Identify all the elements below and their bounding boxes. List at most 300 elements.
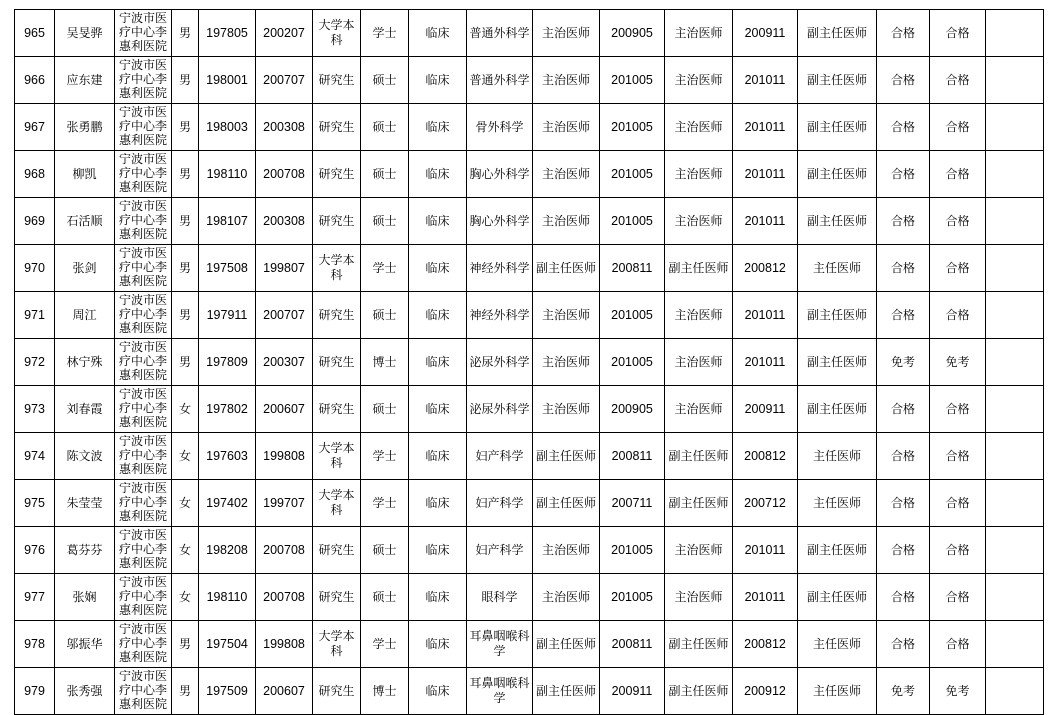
row-number-cell: 974 [15, 433, 55, 480]
work-unit-cell [115, 292, 172, 339]
exam-result-1-cell: 免考 [877, 668, 930, 715]
graduation-date-cell: 200607 [256, 386, 313, 433]
work-unit-cell [115, 621, 172, 668]
birth-date-cell: 197504 [199, 621, 256, 668]
exam-result-1-cell: 合格 [877, 386, 930, 433]
title-obtained-date-cell: 201005 [600, 574, 665, 621]
specialty-cell: 胸心外科学 [467, 198, 533, 245]
birth-date-cell: 198110 [199, 574, 256, 621]
degree-cell: 学士 [361, 245, 409, 292]
current-title-cell: 主治医师 [533, 10, 600, 57]
work-unit-cell [115, 57, 172, 104]
exam-result-2-cell: 免考 [930, 668, 986, 715]
exam-result-1-cell: 合格 [877, 527, 930, 574]
graduation-date-cell: 200307 [256, 339, 313, 386]
specialty-cell: 眼科学 [467, 574, 533, 621]
remarks-cell [986, 57, 1044, 104]
name-cell: 应东建 [55, 57, 115, 104]
candidate-table [14, 9, 1044, 715]
table-row [15, 10, 1044, 57]
work-unit-text: 宁波市医疗中心李惠利医院 [118, 11, 167, 53]
education-cell: 大学本科 [313, 433, 361, 480]
education-cell: 研究生 [313, 574, 361, 621]
remarks-cell [986, 339, 1044, 386]
position-hired-date-cell: 200912 [733, 668, 798, 715]
work-unit-cell [115, 480, 172, 527]
position-hired-date-cell: 201011 [733, 104, 798, 151]
table-row [15, 151, 1044, 198]
category-cell: 临床 [409, 433, 467, 480]
title-obtained-date-cell: 200711 [600, 480, 665, 527]
graduation-date-cell: 199707 [256, 480, 313, 527]
exam-result-1-cell: 合格 [877, 480, 930, 527]
education-cell: 研究生 [313, 151, 361, 198]
name-cell: 葛芬芬 [55, 527, 115, 574]
applied-title-cell: 主任医师 [798, 245, 877, 292]
position-hired-date-cell: 201011 [733, 339, 798, 386]
name-cell: 吴旻骅 [55, 10, 115, 57]
birth-date-cell: 197603 [199, 433, 256, 480]
exam-result-1-cell: 合格 [877, 198, 930, 245]
category-cell: 临床 [409, 480, 467, 527]
position-hired-date-cell: 200911 [733, 386, 798, 433]
category-cell: 临床 [409, 386, 467, 433]
table-row [15, 104, 1044, 151]
position-hired-date-cell: 201011 [733, 292, 798, 339]
name-cell: 石活顺 [55, 198, 115, 245]
graduation-date-cell: 199808 [256, 433, 313, 480]
gender-cell: 男 [172, 245, 199, 292]
name-cell: 朱莹莹 [55, 480, 115, 527]
applied-title-cell: 主任医师 [798, 480, 877, 527]
title-obtained-date-cell: 201005 [600, 57, 665, 104]
remarks-cell [986, 292, 1044, 339]
gender-cell: 男 [172, 151, 199, 198]
work-unit-text: 宁波市医疗中心李惠利医院 [118, 575, 167, 617]
exam-result-1-cell: 合格 [877, 151, 930, 198]
applied-title-cell: 副主任医师 [798, 339, 877, 386]
category-cell: 临床 [409, 57, 467, 104]
current-title-cell: 主治医师 [533, 57, 600, 104]
work-unit-text: 宁波市医疗中心李惠利医院 [118, 105, 167, 147]
birth-date-cell: 197802 [199, 386, 256, 433]
row-number-cell: 975 [15, 480, 55, 527]
degree-cell: 博士 [361, 339, 409, 386]
graduation-date-cell: 200308 [256, 104, 313, 151]
current-title-cell: 副主任医师 [533, 245, 600, 292]
work-unit-cell [115, 151, 172, 198]
degree-cell: 硕士 [361, 574, 409, 621]
birth-date-cell: 197508 [199, 245, 256, 292]
specialty-cell: 泌尿外科学 [467, 339, 533, 386]
gender-cell: 男 [172, 621, 199, 668]
position-hired-date-cell: 200911 [733, 10, 798, 57]
work-unit-text: 宁波市医疗中心李惠利医院 [118, 293, 167, 335]
title-obtained-date-cell: 201005 [600, 292, 665, 339]
degree-cell: 博士 [361, 668, 409, 715]
gender-cell: 男 [172, 339, 199, 386]
current-position-cell: 主治医师 [665, 198, 733, 245]
degree-cell: 硕士 [361, 57, 409, 104]
current-position-cell: 主治医师 [665, 292, 733, 339]
work-unit-text: 宁波市医疗中心李惠利医院 [118, 481, 167, 523]
name-cell: 刘春霞 [55, 386, 115, 433]
name-cell: 柳凯 [55, 151, 115, 198]
gender-cell: 男 [172, 57, 199, 104]
birth-date-cell: 197809 [199, 339, 256, 386]
specialty-cell: 妇产科学 [467, 527, 533, 574]
category-cell: 临床 [409, 527, 467, 574]
current-title-cell: 副主任医师 [533, 480, 600, 527]
table-row [15, 433, 1044, 480]
graduation-date-cell: 200207 [256, 10, 313, 57]
specialty-cell: 胸心外科学 [467, 151, 533, 198]
table-row [15, 245, 1044, 292]
birth-date-cell: 198208 [199, 527, 256, 574]
education-cell: 研究生 [313, 292, 361, 339]
exam-result-2-cell: 合格 [930, 104, 986, 151]
position-hired-date-cell: 201011 [733, 527, 798, 574]
row-number-cell: 971 [15, 292, 55, 339]
education-cell: 大学本科 [313, 480, 361, 527]
birth-date-cell: 197911 [199, 292, 256, 339]
title-obtained-date-cell: 200811 [600, 245, 665, 292]
degree-cell: 硕士 [361, 386, 409, 433]
table-row [15, 292, 1044, 339]
work-unit-cell [115, 198, 172, 245]
degree-cell: 学士 [361, 480, 409, 527]
title-obtained-date-cell: 201005 [600, 151, 665, 198]
degree-cell: 学士 [361, 433, 409, 480]
table-row [15, 527, 1044, 574]
gender-cell: 女 [172, 480, 199, 527]
remarks-cell [986, 245, 1044, 292]
graduation-date-cell: 199808 [256, 621, 313, 668]
specialty-cell: 普通外科学 [467, 57, 533, 104]
specialty-cell: 泌尿外科学 [467, 386, 533, 433]
graduation-date-cell: 200708 [256, 527, 313, 574]
row-number-cell: 970 [15, 245, 55, 292]
applied-title-cell: 主任医师 [798, 433, 877, 480]
exam-result-1-cell: 合格 [877, 433, 930, 480]
position-hired-date-cell: 200812 [733, 245, 798, 292]
current-position-cell: 副主任医师 [665, 433, 733, 480]
degree-cell: 硕士 [361, 104, 409, 151]
specialty-cell: 妇产科学 [467, 480, 533, 527]
work-unit-text: 宁波市医疗中心李惠利医院 [118, 58, 167, 100]
current-title-cell: 主治医师 [533, 574, 600, 621]
current-title-cell: 主治医师 [533, 292, 600, 339]
current-position-cell: 副主任医师 [665, 245, 733, 292]
row-number-cell: 968 [15, 151, 55, 198]
row-number-cell: 967 [15, 104, 55, 151]
exam-result-2-cell: 合格 [930, 292, 986, 339]
exam-result-2-cell: 合格 [930, 574, 986, 621]
education-cell: 研究生 [313, 104, 361, 151]
current-position-cell: 主治医师 [665, 527, 733, 574]
gender-cell: 男 [172, 668, 199, 715]
name-cell: 陈文波 [55, 433, 115, 480]
position-hired-date-cell: 201011 [733, 151, 798, 198]
applied-title-cell: 副主任医师 [798, 104, 877, 151]
title-obtained-date-cell: 200905 [600, 10, 665, 57]
name-cell: 张娴 [55, 574, 115, 621]
remarks-cell [986, 104, 1044, 151]
gender-cell: 女 [172, 527, 199, 574]
current-title-cell: 主治医师 [533, 198, 600, 245]
position-hired-date-cell: 200812 [733, 621, 798, 668]
applied-title-cell: 副主任医师 [798, 386, 877, 433]
name-cell: 周江 [55, 292, 115, 339]
exam-result-1-cell: 合格 [877, 574, 930, 621]
applied-title-cell: 副主任医师 [798, 574, 877, 621]
specialty-cell: 神经外科学 [467, 292, 533, 339]
work-unit-text: 宁波市医疗中心李惠利医院 [118, 528, 167, 570]
applied-title-cell: 副主任医师 [798, 292, 877, 339]
exam-result-2-cell: 合格 [930, 480, 986, 527]
birth-date-cell: 197402 [199, 480, 256, 527]
table-row [15, 621, 1044, 668]
specialty-cell: 骨外科学 [467, 104, 533, 151]
category-cell: 临床 [409, 151, 467, 198]
current-position-cell: 主治医师 [665, 386, 733, 433]
applied-title-cell: 副主任医师 [798, 57, 877, 104]
name-cell: 张剑 [55, 245, 115, 292]
current-position-cell: 主治医师 [665, 104, 733, 151]
education-cell: 大学本科 [313, 621, 361, 668]
graduation-date-cell: 200707 [256, 57, 313, 104]
work-unit-cell [115, 245, 172, 292]
name-cell: 林宁殊 [55, 339, 115, 386]
category-cell: 临床 [409, 574, 467, 621]
category-cell: 临床 [409, 10, 467, 57]
degree-cell: 硕士 [361, 151, 409, 198]
table-row [15, 574, 1044, 621]
graduation-date-cell: 200707 [256, 292, 313, 339]
graduation-date-cell: 200708 [256, 151, 313, 198]
work-unit-text: 宁波市医疗中心李惠利医院 [118, 387, 167, 429]
table-row [15, 386, 1044, 433]
work-unit-text: 宁波市医疗中心李惠利医院 [118, 622, 167, 664]
work-unit-cell [115, 10, 172, 57]
current-title-cell: 主治医师 [533, 104, 600, 151]
position-hired-date-cell: 201011 [733, 198, 798, 245]
applied-title-cell: 主任医师 [798, 668, 877, 715]
work-unit-text: 宁波市医疗中心李惠利医院 [118, 152, 167, 194]
work-unit-cell [115, 668, 172, 715]
current-title-cell: 主治医师 [533, 339, 600, 386]
current-position-cell: 主治医师 [665, 574, 733, 621]
education-cell: 研究生 [313, 57, 361, 104]
table-row [15, 480, 1044, 527]
graduation-date-cell: 200308 [256, 198, 313, 245]
birth-date-cell: 198001 [199, 57, 256, 104]
current-title-cell: 副主任医师 [533, 668, 600, 715]
degree-cell: 硕士 [361, 527, 409, 574]
work-unit-cell [115, 574, 172, 621]
row-number-cell: 973 [15, 386, 55, 433]
row-number-cell: 976 [15, 527, 55, 574]
category-cell: 临床 [409, 668, 467, 715]
remarks-cell [986, 621, 1044, 668]
remarks-cell [986, 10, 1044, 57]
position-hired-date-cell: 201011 [733, 57, 798, 104]
title-obtained-date-cell: 200811 [600, 433, 665, 480]
remarks-cell [986, 480, 1044, 527]
exam-result-1-cell: 合格 [877, 292, 930, 339]
gender-cell: 女 [172, 574, 199, 621]
current-title-cell: 副主任医师 [533, 621, 600, 668]
exam-result-2-cell: 合格 [930, 386, 986, 433]
category-cell: 临床 [409, 621, 467, 668]
specialty-cell: 普通外科学 [467, 10, 533, 57]
work-unit-text: 宁波市医疗中心李惠利医院 [118, 340, 167, 382]
current-title-cell: 副主任医师 [533, 433, 600, 480]
name-cell: 邬振华 [55, 621, 115, 668]
work-unit-text: 宁波市医疗中心李惠利医院 [118, 434, 167, 476]
remarks-cell [986, 151, 1044, 198]
title-obtained-date-cell: 200911 [600, 668, 665, 715]
birth-date-cell: 198110 [199, 151, 256, 198]
exam-result-2-cell: 合格 [930, 198, 986, 245]
exam-result-1-cell: 合格 [877, 245, 930, 292]
birth-date-cell: 197509 [199, 668, 256, 715]
row-number-cell: 966 [15, 57, 55, 104]
gender-cell: 男 [172, 292, 199, 339]
exam-result-1-cell: 合格 [877, 57, 930, 104]
current-title-cell: 主治医师 [533, 151, 600, 198]
applied-title-cell: 副主任医师 [798, 10, 877, 57]
gender-cell: 男 [172, 104, 199, 151]
exam-result-2-cell: 合格 [930, 10, 986, 57]
current-position-cell: 主治医师 [665, 57, 733, 104]
title-obtained-date-cell: 201005 [600, 527, 665, 574]
current-position-cell: 副主任医师 [665, 668, 733, 715]
birth-date-cell: 198107 [199, 198, 256, 245]
table-row [15, 339, 1044, 386]
education-cell: 大学本科 [313, 245, 361, 292]
graduation-date-cell: 200708 [256, 574, 313, 621]
name-cell: 张勇鹏 [55, 104, 115, 151]
category-cell: 临床 [409, 339, 467, 386]
exam-result-2-cell: 合格 [930, 527, 986, 574]
table-row [15, 198, 1044, 245]
current-title-cell: 主治医师 [533, 386, 600, 433]
specialty-cell: 神经外科学 [467, 245, 533, 292]
current-title-cell: 主治医师 [533, 527, 600, 574]
exam-result-2-cell: 免考 [930, 339, 986, 386]
gender-cell: 男 [172, 198, 199, 245]
remarks-cell [986, 386, 1044, 433]
work-unit-text: 宁波市医疗中心李惠利医院 [118, 669, 167, 711]
exam-result-1-cell: 合格 [877, 10, 930, 57]
title-obtained-date-cell: 200811 [600, 621, 665, 668]
position-hired-date-cell: 200712 [733, 480, 798, 527]
exam-result-2-cell: 合格 [930, 433, 986, 480]
current-position-cell: 主治医师 [665, 10, 733, 57]
degree-cell: 学士 [361, 621, 409, 668]
table-row [15, 57, 1044, 104]
applied-title-cell: 主任医师 [798, 621, 877, 668]
row-number-cell: 977 [15, 574, 55, 621]
title-obtained-date-cell: 200905 [600, 386, 665, 433]
birth-date-cell: 197805 [199, 10, 256, 57]
work-unit-cell [115, 339, 172, 386]
graduation-date-cell: 200607 [256, 668, 313, 715]
degree-cell: 硕士 [361, 198, 409, 245]
work-unit-cell [115, 104, 172, 151]
specialty-cell: 耳鼻咽喉科学 [467, 668, 533, 715]
work-unit-cell [115, 527, 172, 574]
work-unit-text: 宁波市医疗中心李惠利医院 [118, 199, 167, 241]
row-number-cell: 965 [15, 10, 55, 57]
work-unit-cell [115, 433, 172, 480]
row-number-cell: 979 [15, 668, 55, 715]
education-cell: 研究生 [313, 339, 361, 386]
specialty-cell: 耳鼻咽喉科学 [467, 621, 533, 668]
gender-cell: 男 [172, 10, 199, 57]
exam-result-1-cell: 合格 [877, 621, 930, 668]
current-position-cell: 主治医师 [665, 339, 733, 386]
exam-result-2-cell: 合格 [930, 621, 986, 668]
category-cell: 临床 [409, 292, 467, 339]
applied-title-cell: 副主任医师 [798, 198, 877, 245]
work-unit-cell [115, 386, 172, 433]
exam-result-2-cell: 合格 [930, 57, 986, 104]
exam-result-1-cell: 合格 [877, 104, 930, 151]
remarks-cell [986, 198, 1044, 245]
row-number-cell: 969 [15, 198, 55, 245]
exam-result-2-cell: 合格 [930, 151, 986, 198]
category-cell: 临床 [409, 104, 467, 151]
row-number-cell: 972 [15, 339, 55, 386]
education-cell: 研究生 [313, 198, 361, 245]
remarks-cell [986, 527, 1044, 574]
graduation-date-cell: 199807 [256, 245, 313, 292]
applied-title-cell: 副主任医师 [798, 151, 877, 198]
exam-result-1-cell: 免考 [877, 339, 930, 386]
name-cell: 张秀强 [55, 668, 115, 715]
degree-cell: 学士 [361, 10, 409, 57]
title-obtained-date-cell: 201005 [600, 104, 665, 151]
title-obtained-date-cell: 201005 [600, 198, 665, 245]
remarks-cell [986, 668, 1044, 715]
exam-result-2-cell: 合格 [930, 245, 986, 292]
work-unit-text: 宁波市医疗中心李惠利医院 [118, 246, 167, 288]
category-cell: 临床 [409, 198, 467, 245]
degree-cell: 硕士 [361, 292, 409, 339]
current-position-cell: 副主任医师 [665, 480, 733, 527]
remarks-cell [986, 433, 1044, 480]
gender-cell: 女 [172, 386, 199, 433]
position-hired-date-cell: 201011 [733, 574, 798, 621]
table-row [15, 668, 1044, 715]
education-cell: 研究生 [313, 527, 361, 574]
education-cell: 研究生 [313, 386, 361, 433]
education-cell: 研究生 [313, 668, 361, 715]
education-cell: 大学本科 [313, 10, 361, 57]
title-obtained-date-cell: 201005 [600, 339, 665, 386]
birth-date-cell: 198003 [199, 104, 256, 151]
applied-title-cell: 副主任医师 [798, 527, 877, 574]
gender-cell: 女 [172, 433, 199, 480]
specialty-cell: 妇产科学 [467, 433, 533, 480]
remarks-cell [986, 574, 1044, 621]
current-position-cell: 副主任医师 [665, 621, 733, 668]
position-hired-date-cell: 200812 [733, 433, 798, 480]
current-position-cell: 主治医师 [665, 151, 733, 198]
row-number-cell: 978 [15, 621, 55, 668]
